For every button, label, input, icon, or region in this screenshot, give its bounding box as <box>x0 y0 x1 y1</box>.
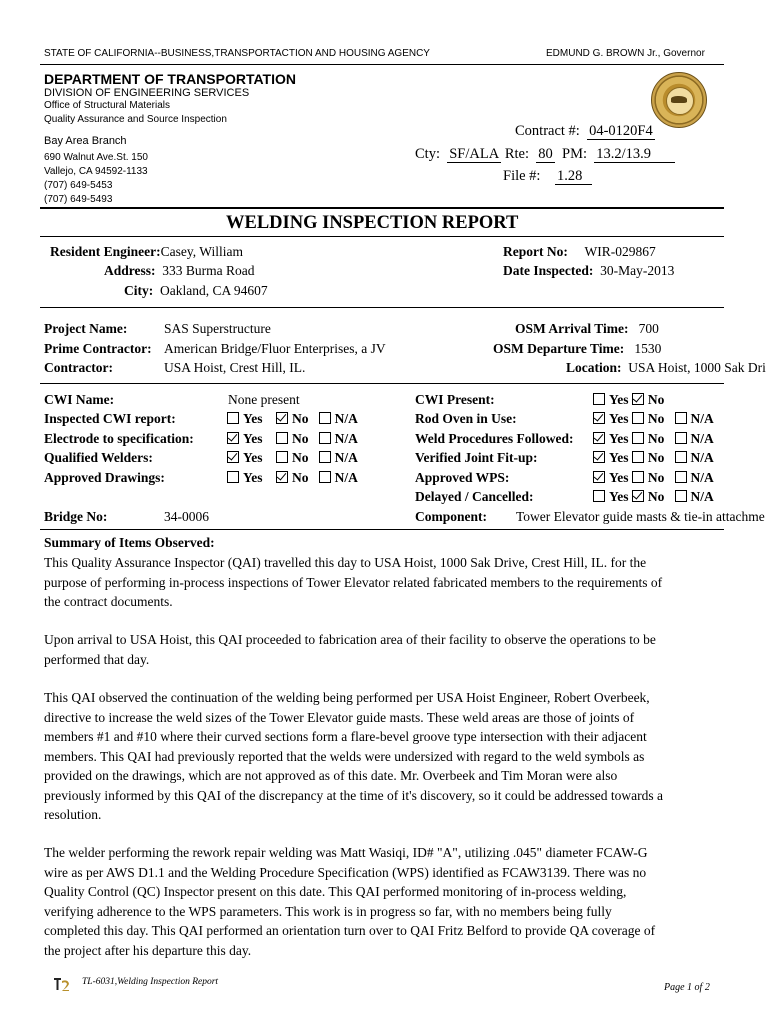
checkbox-icon[interactable] <box>319 451 331 463</box>
agency-line: STATE OF CALIFORNIA--BUSINESS,TRANSPORTACTION AND HOUSING AGENCY <box>44 48 430 59</box>
report-number: Report No: WIR-029867 <box>503 244 656 259</box>
branch-address-1: 690 Walnut Ave.St. 150 <box>44 152 148 163</box>
checkbox-checked-icon[interactable] <box>276 412 288 424</box>
checkbox-icon[interactable] <box>276 432 288 444</box>
branch-phone-1: (707) 649-5453 <box>44 180 113 191</box>
resident-engineer: Resident Engineer:Casey, William <box>50 244 243 259</box>
checkbox-checked-icon[interactable] <box>593 412 605 424</box>
approved-wps-label: Approved WPS: <box>415 470 510 485</box>
summary-paragraph-1 <box>44 553 744 612</box>
engineer-address: Address: 333 Burma Road <box>104 263 255 278</box>
summary-line: purpose of performing in-process inspections of Tower Elevator related fabricated members to the requirements of <box>44 574 663 590</box>
approved-drawings-options: Yes No N/A <box>227 470 358 486</box>
summary-line: resolution. <box>44 807 102 822</box>
branch-name: Bay Area Branch <box>44 135 127 147</box>
route-info: Cty: SF/ALA Rte: 80 PM: 13.2/13.9 <box>415 146 675 163</box>
delayed-cancelled-label: Delayed / Cancelled: <box>415 489 534 504</box>
summary-heading: Summary of Items Observed: <box>44 535 215 550</box>
summary-paragraph-2 <box>44 630 744 669</box>
governor-line: EDMUND G. BROWN Jr., Governor <box>546 48 705 59</box>
checkbox-icon[interactable] <box>632 471 644 483</box>
summary-paragraph-3 <box>44 688 744 825</box>
bridge-label: Bridge No: <box>44 509 108 524</box>
checkbox-checked-icon[interactable] <box>227 451 239 463</box>
cwi-present-options: Yes No <box>593 392 664 408</box>
qa-name: Quality Assurance and Source Inspection <box>44 114 227 125</box>
contract-number: Contract #: 04-0120F4 <box>515 123 653 139</box>
project-name-value: SAS Superstructure <box>164 321 271 336</box>
file-number: File #: 1.28 <box>503 168 592 185</box>
summary-line: This Quality Assurance Inspector (QAI) travelled this day to USA Hoist, 1000 Sak Drive, Crest Hill, IL. for the <box>44 555 647 570</box>
page-number: Page 1 of 2 <box>664 982 710 993</box>
checkbox-checked-icon[interactable] <box>227 432 239 444</box>
engineer-city: City: Oakland, CA 94607 <box>124 283 268 298</box>
bridge-value: 34-0006 <box>164 509 209 524</box>
checkbox-icon[interactable] <box>675 412 687 424</box>
checkbox-icon[interactable] <box>675 432 687 444</box>
caltrans-logo-icon <box>52 975 72 992</box>
project-name-label: Project Name: <box>44 321 128 336</box>
qualified-welders-label: Qualified Welders: <box>44 450 153 465</box>
inspected-cwi-label: Inspected CWI report: <box>44 411 176 426</box>
joint-fitup-options: Yes No N/A <box>593 450 714 466</box>
summary-line: This QAI observed the continuation of the welding being performed per USA Hoist Engineer, Robert Overbeek, <box>44 690 650 705</box>
checkbox-icon[interactable] <box>675 451 687 463</box>
checkbox-icon[interactable] <box>632 412 644 424</box>
osm-arrival: OSM Arrival Time: 700 <box>515 321 659 336</box>
weld-procedures-label: Weld Procedures Followed: <box>415 431 574 446</box>
approved-wps-options: Yes No N/A <box>593 470 714 486</box>
title-rule-bottom <box>40 236 724 237</box>
office-name: Office of Structural Materials <box>44 100 170 111</box>
report-title: WELDING INSPECTION REPORT <box>226 213 519 233</box>
checkbox-checked-icon[interactable] <box>632 393 644 405</box>
summary-line: verifying adherence to the WPS parameters. This work is in progress so far, with no members being fully <box>44 903 612 919</box>
summary-line: provided on the drawings, which are not approved as of this date. Mr. Overbeek and Tim Moran were also <box>44 768 618 783</box>
title-rule-top <box>40 207 724 209</box>
electrode-label: Electrode to specification: <box>44 431 194 446</box>
contractor-value: USA Hoist, Crest Hill, IL. <box>164 360 306 375</box>
checkbox-icon[interactable] <box>319 412 331 424</box>
rod-oven-label: Rod Oven in Use: <box>415 411 517 426</box>
electrode-options: Yes No N/A <box>227 431 358 447</box>
summary-line: members #1 and #10 where their curved sections form a flare-bevel groove type intersection with their adjacent <box>44 729 647 744</box>
summary-line: Upon arrival to USA Hoist, this QAI proceeded to fabrication area of their facility to observe the operations to be <box>44 632 656 647</box>
summary-line: members. This QAI had previously reported that the welds were undersized with regard to the weld symbols as <box>44 748 645 764</box>
cwi-name-value: None present <box>228 392 300 407</box>
weld-procedures-options: Yes No N/A <box>593 431 714 447</box>
checkbox-icon[interactable] <box>227 471 239 483</box>
contractor-label: Contractor: <box>44 360 113 375</box>
department-title: DEPARTMENT OF TRANSPORTATION <box>44 71 296 87</box>
checkbox-checked-icon[interactable] <box>632 490 644 502</box>
checkbox-checked-icon[interactable] <box>593 471 605 483</box>
state-seal-icon <box>651 72 707 128</box>
summary-line: the project after his departure this day. <box>44 942 252 958</box>
checkbox-icon[interactable] <box>276 451 288 463</box>
checkbox-icon[interactable] <box>593 393 605 405</box>
joint-fitup-label: Verified Joint Fit-up: <box>415 450 538 465</box>
checkbox-icon[interactable] <box>319 471 331 483</box>
summary-line: performed that day. <box>44 651 150 667</box>
summary-line: The welder performing the rework repair welding was Matt Wasiqi, ID# "A", utilizing .045" diameter FCAW-G <box>44 845 648 860</box>
checkbox-icon[interactable] <box>632 451 644 463</box>
section-rule-2 <box>40 383 724 384</box>
location: Location: USA Hoist, 1000 Sak Dri <box>566 360 766 375</box>
checkbox-icon[interactable] <box>593 490 605 502</box>
summary-paragraph-4 <box>44 843 744 960</box>
qualified-welders-options: Yes No N/A <box>227 450 358 466</box>
section-rule-1 <box>40 307 724 308</box>
inspected-cwi-options: Yes No N/A <box>227 411 358 427</box>
summary-line: wire as per AWS D1.1 and the Welding Procedure Specification (WPS) identified as FCAW3139. There was no <box>44 864 647 880</box>
cwi-name-label: CWI Name: <box>44 392 115 407</box>
form-number: TL-6031,Welding Inspection Report <box>82 977 219 987</box>
prime-contractor-label: Prime Contractor: <box>44 341 152 356</box>
rod-oven-options: Yes No N/A <box>593 411 714 427</box>
section-rule-3 <box>40 529 724 530</box>
prime-contractor-value: American Bridge/Fluor Enterprises, a JV <box>164 341 386 356</box>
summary-line: directive to increase the weld sizes of the Tower Elevator guide masts. These weld areas are those of joints of <box>44 709 635 725</box>
checkbox-icon[interactable] <box>319 432 331 444</box>
checkbox-icon[interactable] <box>227 412 239 424</box>
checkbox-icon[interactable] <box>675 471 687 483</box>
summary-line: the contract documents. <box>44 594 173 609</box>
date-inspected: Date Inspected: 30-May-2013 <box>503 263 675 278</box>
checkbox-checked-icon[interactable] <box>593 432 605 444</box>
summary-line: Quality Control (QC) Inspector present on this date. This QAI performed monitoring of in-process welding, <box>44 884 627 899</box>
summary-line: previously informed by this QAI of the discrepancy at the time of it's discovery, so it could be addressed towards a <box>44 787 664 803</box>
approved-drawings-label: Approved Drawings: <box>44 470 165 485</box>
cwi-present-label: CWI Present: <box>415 392 495 407</box>
summary-line: completed this day. This QAI performed an orientation turn over to QAI Fritz Belford to provide QA coverage of <box>44 923 656 938</box>
osm-departure: OSM Departure Time: 1530 <box>493 341 662 356</box>
branch-phone-2: (707) 649-5493 <box>44 194 113 205</box>
checkbox-icon[interactable] <box>675 490 687 502</box>
division-name: DIVISION OF ENGINEERING SERVICES <box>44 87 250 99</box>
header-rule <box>40 64 724 65</box>
component-value: Tower Elevator guide masts & tie-in attachme <box>516 509 765 524</box>
component-label: Component: <box>415 509 488 524</box>
branch-address-2: Vallejo, CA 94592-1133 <box>44 166 148 177</box>
checkbox-checked-icon[interactable] <box>593 451 605 463</box>
delayed-cancelled-options: Yes No N/A <box>593 489 714 505</box>
checkbox-checked-icon[interactable] <box>276 471 288 483</box>
checkbox-icon[interactable] <box>632 432 644 444</box>
